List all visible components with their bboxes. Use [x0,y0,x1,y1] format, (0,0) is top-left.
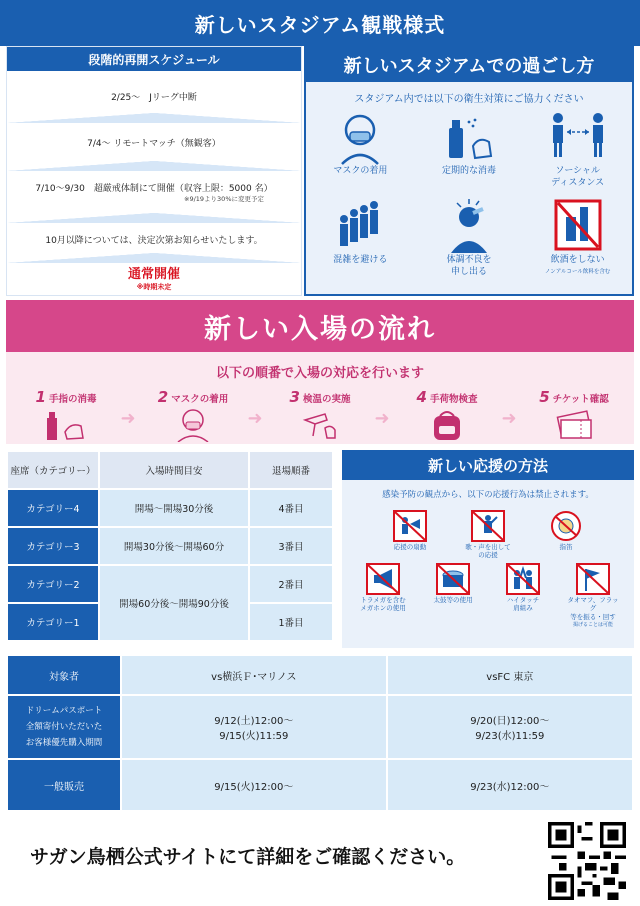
sales-header-match1: vs横浜Ｆ･マリノス [122,656,386,694]
cheer-item-label: ハイタッチ 肩組み [506,596,540,613]
seat-category: カテゴリー4 [8,490,98,526]
howto-item-crowd [306,197,415,278]
cheer-item [355,563,411,627]
seat-entry-time: 開場30分後～開場60分 [100,528,248,564]
schedule-step-text: 7/4〜 リモートマッチ（無観客） [87,138,221,149]
schedule-arrow [7,253,301,263]
entry-step [266,388,374,442]
table-row [8,760,632,810]
cheer-item-label: 太鼓等の使用 [433,596,473,605]
howto-subtitle: スタジアム内では以下の衛生対策にご協力ください [354,94,584,105]
entry-step-label: 手荷物検査 [429,394,478,405]
schedule-step [7,81,301,111]
howto-item-label: 飲酒をしない [550,255,605,266]
schedule-final [7,263,301,292]
sales-row-label: 一般販売 [8,760,120,810]
howto-item-mask [306,108,415,189]
no-drum-icon [436,563,470,595]
hand-sanitize-icon [41,406,91,442]
cheer-item-label: 歌・声を出して の応援 [465,543,511,560]
cheer-item-label: トラメガを含む メガホンの使用 [360,596,406,613]
howto-item-distance [523,108,632,189]
sales-row-label: ドリームパスポート 全額寄付いただいた お客様優先購入期間 [8,696,120,758]
howto-title: 新しいスタジアムでの過ごし方 [306,48,632,82]
sales-period: 9/12(土)12:00～ 9/15(火)11:59 [122,696,386,758]
schedule-arrow [7,113,301,123]
howto-item-label: 体調不良を 申し出る [446,255,492,278]
seat-exit-order: 3番目 [250,528,332,564]
backpack-icon [422,406,472,442]
table-row [8,696,632,758]
entry-step-label: マスクの着用 [171,394,229,405]
entry-title: 新しい入場の流れ [204,313,436,345]
cheer-item [565,563,621,627]
seat-header-time: 入場時間目安 [100,452,248,488]
arrow-right-icon: ➜ [501,408,517,429]
table-row [8,528,332,564]
seat-exit-order: 4番目 [250,490,332,526]
cheer-item-label: 応援の扇動 [393,543,427,551]
entry-step [393,388,501,442]
cheer-item [460,510,516,559]
seat-header-category: 座席（カテゴリー） [8,452,98,488]
entry-flow [6,352,634,444]
seat-exit-order: 2番目 [250,566,332,602]
sales-header-target: 対象者 [8,656,120,694]
arrow-right-icon: ➜ [374,408,390,429]
schedule-step [7,173,301,211]
entry-step-number: 1 [35,388,46,406]
sales-table [6,654,634,812]
howto-item-label: 混雑を避ける [333,255,388,266]
sales-period: 9/15(火)12:00～ [122,760,386,810]
cheer-item-note: 掲げることは可能 [572,621,613,628]
cheer-panel [342,450,634,648]
howto-item-label: マスクの着用 [333,166,388,176]
seat-entry-time: 開場60分後～開場90分後 [100,566,248,640]
entry-step [520,388,628,442]
schedule-title: 段階的再開スケジュール [7,47,301,71]
qr-code-icon[interactable] [548,822,626,900]
howto-item-no-alcohol [523,197,632,278]
howto-item-label: 定期的な消毒 [441,166,496,176]
sales-header-match2: vsFC 東京 [388,656,632,694]
howto-item-sanitize [415,108,524,189]
entry-step-label: 検温の実施 [302,394,351,405]
entry-step-number: 4 [416,388,427,406]
footer-text: サガン鳥栖公式サイトにて詳細をご確認ください。 [30,846,466,868]
sanitize-icon [439,108,499,166]
howto-item-note: ノンアルコール飲料を含む [544,269,611,276]
sales-period: 9/23(水)12:00～ [388,760,632,810]
howto-panel [304,46,634,296]
schedule-step-note: ※9/19より30%に変更予定 [184,195,264,203]
entry-subtitle: 以下の順番で入場の対応を行います [215,366,424,381]
sales-period: 9/20(日)12:00～ 9/23(水)11:59 [388,696,632,758]
page-title: 新しいスタジアム観戦様式 [194,12,446,37]
cheer-subtitle: 感染予防の観点から、以下の応援行為は禁止されます。 [382,490,594,500]
arrow-right-icon: ➜ [120,408,136,429]
schedule-arrow [7,161,301,171]
cheer-item-label: 指笛 [559,543,573,551]
page-header [0,0,640,46]
schedule-step [7,125,301,159]
no-alcohol-icon [548,197,608,255]
cheer-title: 新しい応援の方法 [342,450,634,480]
ticket-icon [549,406,599,442]
schedule-final-label: 通常開催 [127,267,180,282]
seat-category: カテゴリー1 [8,604,98,640]
entry-step-label: 手指の消毒 [48,394,97,405]
sick-icon [439,197,499,255]
schedule-step-text: 2/25〜 Jリーグ中断 [111,92,197,103]
howto-item-sick [415,197,524,278]
entry-step [12,388,120,442]
seat-entry-time: 開場～開場30分後 [100,490,248,526]
cheer-item [425,563,481,627]
seat-category: カテゴリー2 [8,566,98,602]
arrow-right-icon: ➜ [247,408,263,429]
seat-exit-order: 1番目 [250,604,332,640]
entry-step-label: チケット確認 [552,394,609,405]
cheer-item-label: タオマフ、フラッグ 等を振る・回す [567,596,619,621]
schedule-panel [6,46,302,296]
schedule-arrow [7,213,301,223]
schedule-step-text: 7/10〜9/30 超厳戒体制にて開催（収容上限：5000 名） [35,184,273,194]
crowd-icon [330,197,390,255]
seat-header-order: 退場順番 [250,452,332,488]
seat-table [6,450,334,642]
entry-step-number: 2 [157,388,169,406]
schedule-step-text: 10月以降については、決定次第お知らせいたします。 [45,235,263,246]
cheer-item [382,510,438,559]
distance-icon [548,108,608,166]
entry-step [139,388,247,442]
no-megaphone-icon [366,563,400,595]
no-singing-icon [471,510,505,542]
seat-category: カテゴリー3 [8,528,98,564]
schedule-final-note: ※時期未定 [136,283,172,291]
mask-icon [330,108,390,166]
cheer-item [538,510,594,559]
entry-step-number: 5 [539,388,550,406]
no-flag-icon [576,563,610,595]
no-hightouch-icon [506,563,540,595]
howto-item-label: ソーシャル ディスタンス [551,166,605,188]
thermometer-icon [295,406,345,442]
no-whistle-icon [549,510,583,542]
table-row [8,566,332,602]
table-row [8,490,332,526]
schedule-step [7,225,301,253]
no-agitate-icon [393,510,427,542]
entry-step-number: 3 [289,388,300,406]
mask-icon [168,406,218,442]
entry-title-band [6,300,634,352]
cheer-item [495,563,551,627]
